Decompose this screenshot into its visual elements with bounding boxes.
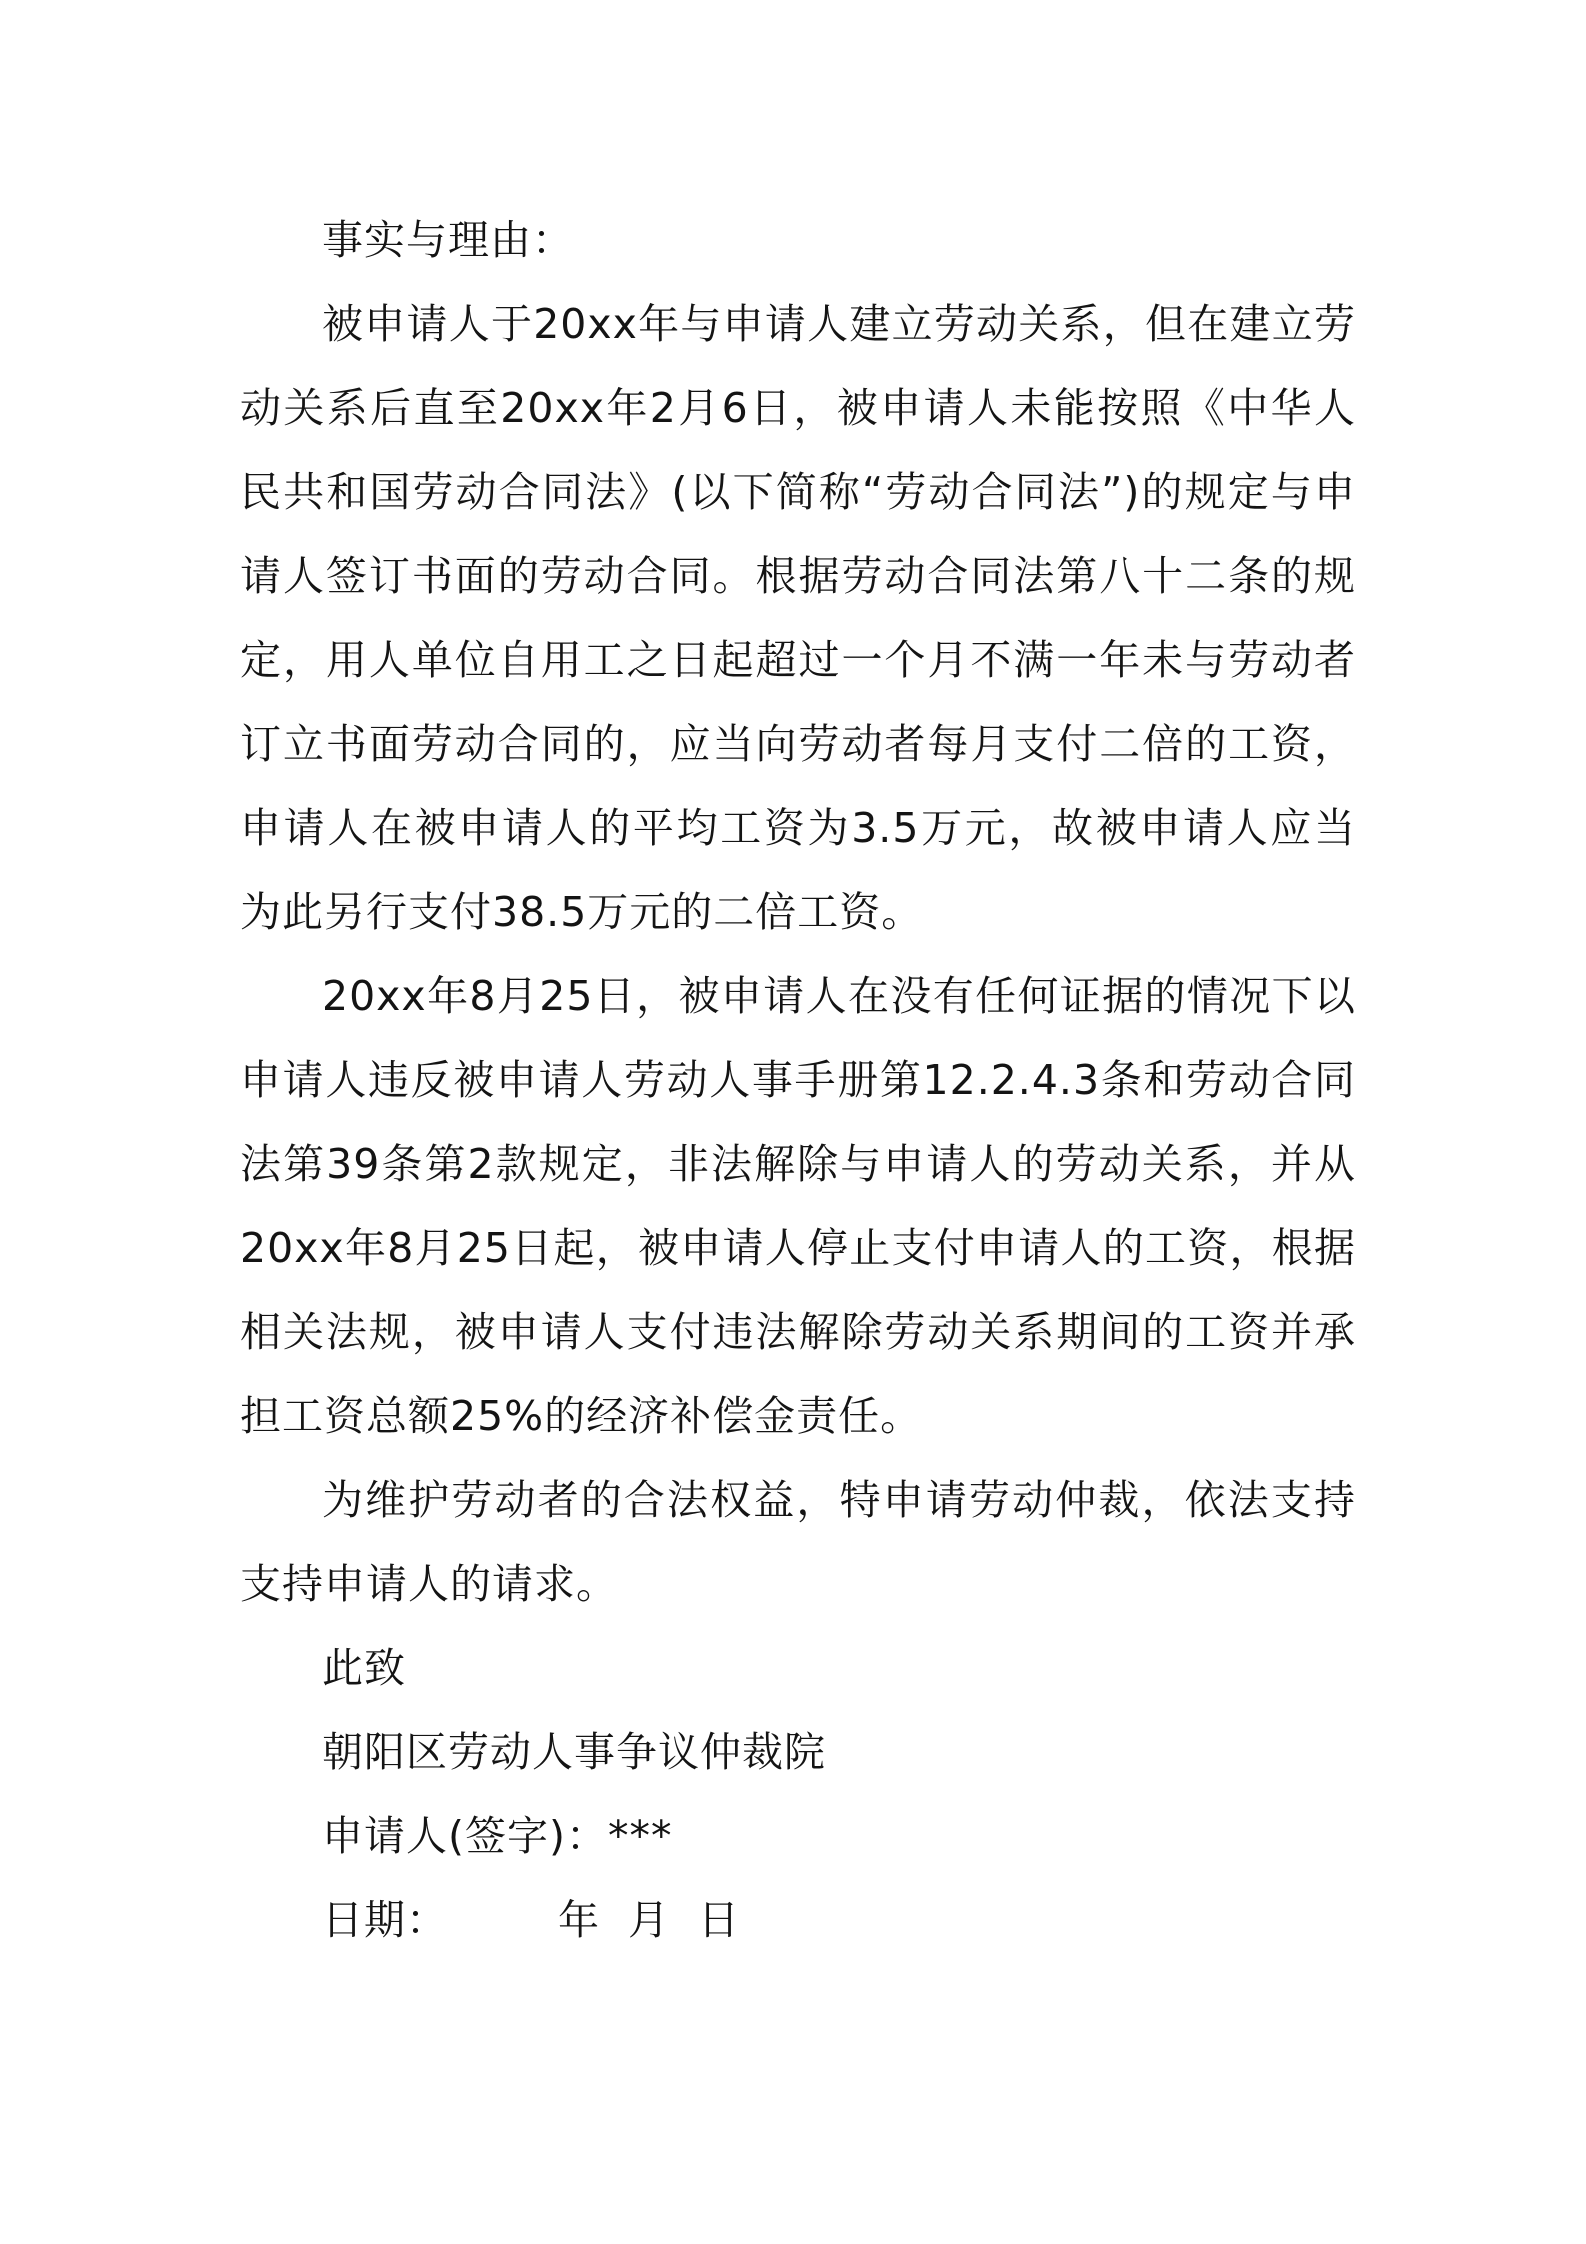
closing-salutation: 此致	[322, 1644, 406, 1692]
recipient-name: 朝阳区劳动人事争议仲裁院	[322, 1728, 826, 1776]
date-line	[240, 1878, 1356, 1962]
paragraph-request: 为维护劳动者的合法权益，特申请劳动仲裁，依法支持支持申请人的请求。	[240, 1476, 1356, 1608]
date-label: 日期：	[322, 1896, 448, 1944]
date-year-label: 年	[558, 1896, 600, 1944]
section-heading: 事实与理由：	[322, 216, 574, 264]
applicant-signature: 申请人(签字)：***	[322, 1812, 673, 1860]
paragraph-facts: 被申请人于20xx年与申请人建立劳动关系，但在建立劳动关系后直至20xx年2月6日，被申请人未能按照《中华人民共和国劳动合同法》(以下简称“劳动合同法”)的规定与申请人签订书面的劳动合同。根据劳动合同法第八十二条的规定，用人单位自用工之日起超过一个月不满一年未与劳动者订立书面劳动合同的，应当向劳动者每月支付二倍的工资，申请人在被申请人的平均工资为3.5万元，故被申请人应当为此另行支付38.5万元的二倍工资。	[240, 300, 1356, 936]
date-day-label: 日	[698, 1896, 740, 1944]
paragraph-dismissal: 20xx年8月25日，被申请人在没有任何证据的情况下以申请人违反被申请人劳动人事手册第12.2.4.3条和劳动合同法第39条第2款规定，非法解除与申请人的劳动关系，并从20xx年8月25日起，被申请人停止支付申请人的工资，根据相关法规，被申请人支付违法解除劳动关系期间的工资并承担工资总额25%的经济补偿金责任。	[240, 972, 1356, 1440]
date-month-label: 月	[628, 1896, 670, 1944]
document-body	[240, 198, 1356, 1962]
